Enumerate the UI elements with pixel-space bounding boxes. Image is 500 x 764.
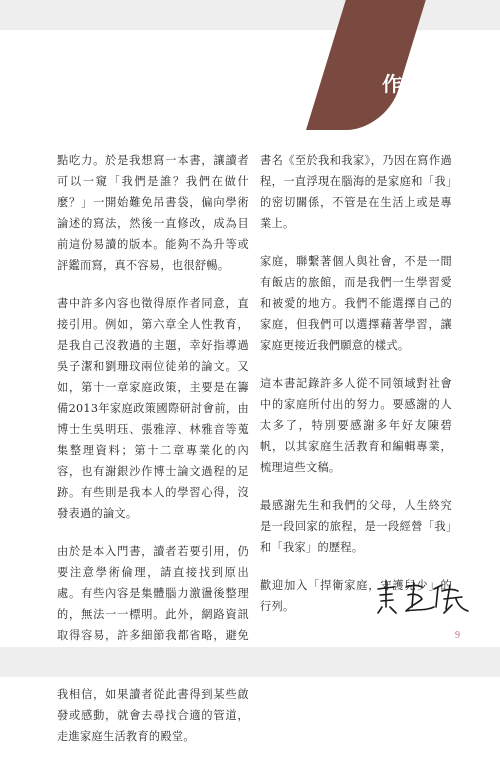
paragraph: 歡迎加入「捍衛家庭，守護兒少」的行列。 [260, 579, 452, 613]
bottom-band [0, 647, 500, 677]
author-signature [372, 577, 472, 617]
paragraph: 書中許多內容也徵得原作者同意，直接引用。例如，第六章全人性教育，是我自己沒教過的主題，幸好指導過吳子潔和劉珊玟兩位徒弟的論文。又如，第十一章家庭政策，主要是在籌備2013年家庭政策國際研討會前，由博士生吳明珏、張雅淳、林雅音等蒐集整理資料；第十二章專業化的內容，也有謝銀沙作博士論文過程的足跡。有些則是我本人的學習心得，沒發表過的論文。 [57, 297, 249, 520]
paragraph: 這本書記錄許多人從不同領域對社會中的家庭所付出的努力。要感謝的人太多了，特別要感謝多年好友陳碧帆，以其家庭生活教育和編輯專業，梳理這些文稿。 [260, 377, 452, 474]
top-band [0, 0, 500, 30]
paragraph: 書名《至於我和我家》，乃因在寫作過程，一直浮現在腦海的是家庭和「我」的密切關係，不管是在生活上或是專業上。 [260, 154, 452, 230]
paragraph: 家庭，聯繫著個人與社會，不是一間有飯店的旅館，而是我們一生學習愛和被愛的地方。我們不能選擇自己的家庭，但我們可以選擇藉著學習，讓家庭更接近我們願意的樣式。 [260, 255, 452, 352]
paragraph: 最感謝先生和我們的父母，人生終究是一段回家的旅程，是一段經營「我」和「我家」的歷程。 [260, 499, 452, 554]
page-title: 作者序 [382, 72, 445, 96]
paragraph: 點吃力。於是我想寫一本書，讓讀者可以一窺「我們是誰？我們在做什麼？」一開始難免吊書袋，偏向學術論述的寫法，然後一直修改，成為目前這份易讀的版本。能夠不為升等或評鑑而寫，真不容易，也很舒暢。 [57, 154, 249, 272]
paragraph: 我相信，如果讀者從此書得到某些啟發或感動，就會去尋找合適的管道，走進家庭生活教育的殿堂。 [57, 688, 249, 743]
paragraph: 由於是本入門書，讀者若要引用，仍要注意學術倫理，請直接找到原出處。有些內容是集體腦力激盪後整理的，無法一一標明。此外，網路資訊取得容易，許多細節我都省略，避免 [57, 545, 249, 642]
right-column [260, 150, 452, 634]
page-number: 9 [455, 630, 460, 641]
